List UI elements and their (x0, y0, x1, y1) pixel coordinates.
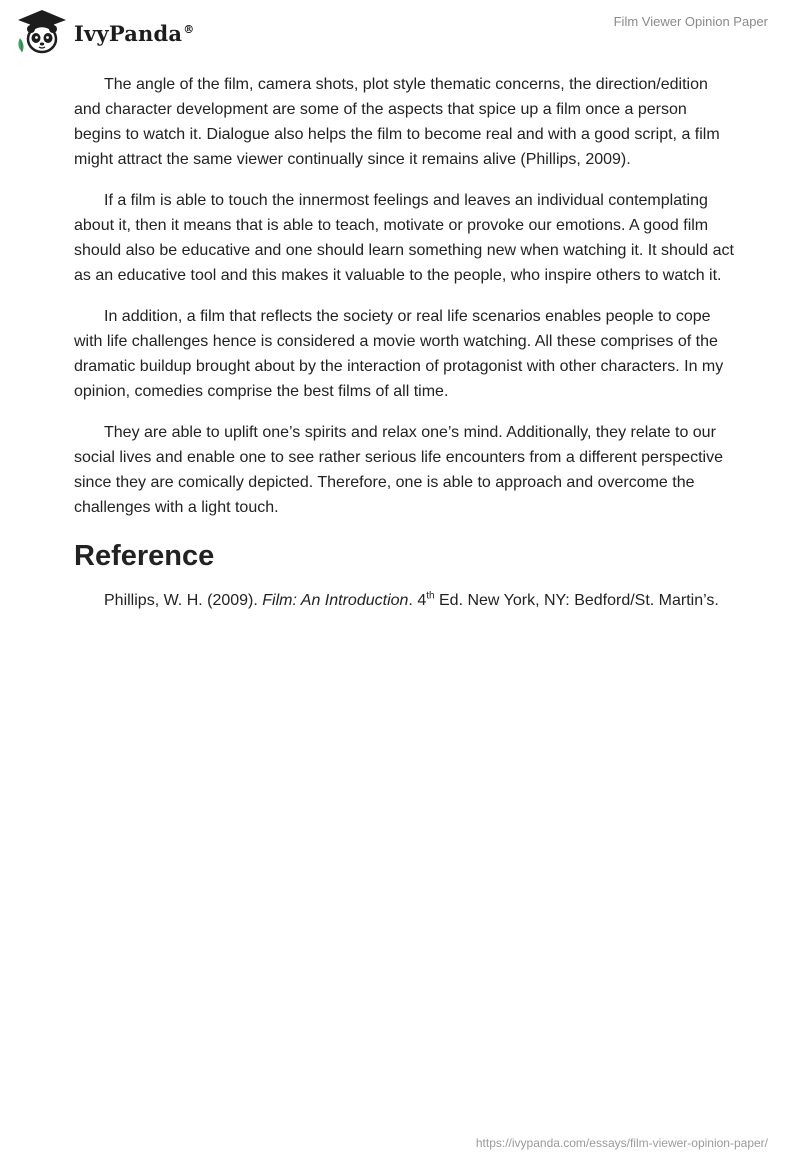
reference-author: Phillips, W. H. (2009). (104, 592, 263, 609)
reference-heading: Reference (74, 540, 215, 572)
essay-content (74, 72, 734, 613)
reference-entry (74, 588, 734, 613)
brand-logo[interactable] (14, 8, 194, 56)
paragraph: If a film is able to touch the innermost feelings and leaves an individual contemplating about it, then it means that is able to teach, motivate or provoke our emotions. A good film should also be educative and one should learn something new when watching it. It should act as an educative tool and this makes it valuable to the people, who inspire others to watch it. (74, 192, 734, 284)
brand-name: IvyPanda® (74, 20, 195, 46)
document-title: Film Viewer Opinion Paper (613, 14, 768, 29)
panda-graduate-icon (14, 8, 70, 56)
reference-edition: . 4 (408, 592, 427, 609)
source-url[interactable]: https://ivypanda.com/essays/film-viewer-opinion-paper/ (475, 1136, 768, 1150)
page-header (0, 0, 800, 60)
paragraph: The angle of the film, camera shots, plot style thematic concerns, the direction/edition and character development are some of the aspects that spice up a film once a person begins to watch it. Dialogue also helps the film to become real and with a good script, a film might attract the same viewer continually since it remains alive (Phillips, 2009). (74, 76, 720, 168)
paragraph: In addition, a film that reflects the society or real life scenarios enables people to cope with life challenges hence is considered a movie worth watching. All these comprises of the dramatic buildup brought about by the interaction of protagonist with other characters. In my opinion, comedies comprise the best films of all time. (74, 308, 724, 400)
reference-title: Film: An Introduction (262, 592, 409, 609)
paragraph: They are able to uplift one’s spirits and relax one’s mind. Additionally, they relate to our social lives and enable one to see rather serious life encounters from a different perspective since they are comically depicted. Therefore, one is able to approach and overcome the challenges with a light touch. (74, 424, 723, 516)
reference-edition-suffix: th (426, 590, 435, 602)
reference-publisher: Ed. New York, NY: Bedford/St. Martin’s. (434, 592, 719, 609)
